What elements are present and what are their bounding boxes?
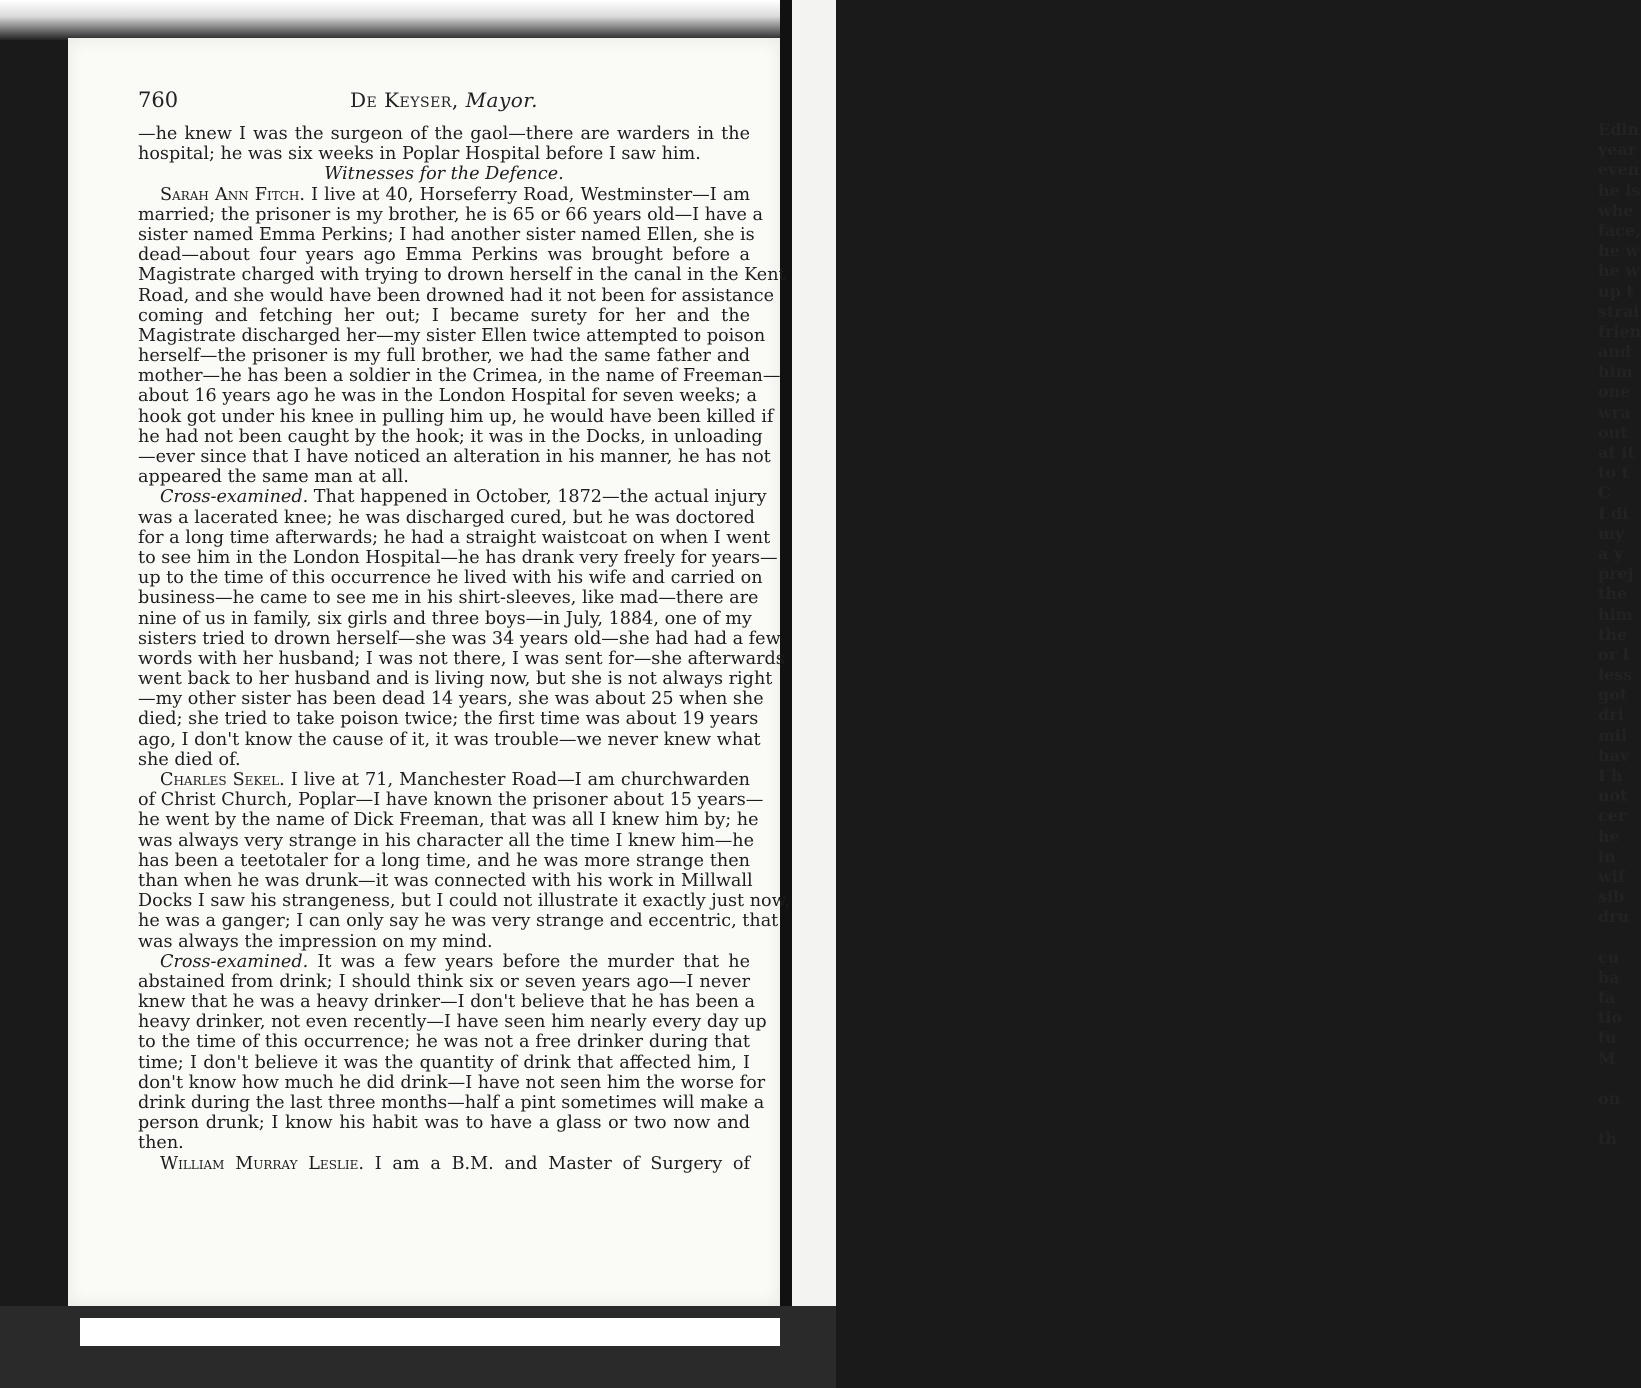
line-text: died; she tried to take poison twice; the first time was about 19 years bbox=[138, 709, 759, 730]
facing-page-fragment: wif bbox=[1598, 866, 1625, 886]
bottom-page-edge bbox=[80, 1318, 780, 1346]
facing-page-fragment: my bbox=[1598, 523, 1625, 543]
line-text: she died of. bbox=[138, 749, 241, 770]
line-text: appeared the same man at all. bbox=[138, 467, 409, 488]
examination-label: Cross-examined. bbox=[160, 487, 309, 508]
text-line bbox=[138, 830, 755, 851]
text-line bbox=[138, 527, 771, 548]
text-line bbox=[138, 628, 781, 649]
facing-page-fragment: I di bbox=[1598, 503, 1629, 523]
speaker-name: Sarah Ann Fitch. bbox=[160, 184, 305, 205]
text-line bbox=[138, 185, 750, 205]
text-line bbox=[138, 366, 781, 387]
line-text: married; the prisoner is my brother, he is 65 or 66 years old—I have a bbox=[138, 204, 763, 225]
text-line bbox=[138, 1012, 767, 1033]
text-line bbox=[138, 992, 755, 1013]
facing-page-fragment: fa bbox=[1598, 988, 1616, 1008]
facing-page-fragment: strai bbox=[1598, 301, 1640, 321]
text-line bbox=[138, 245, 750, 265]
facing-page-fragment: M bbox=[1598, 1048, 1616, 1068]
text-line bbox=[138, 547, 778, 568]
facing-page-fragment: dru bbox=[1598, 907, 1630, 927]
line-text: —my other sister has been dead 14 years, she was about 25 when she bbox=[138, 689, 764, 710]
book-gutter bbox=[780, 0, 792, 1388]
text-line bbox=[138, 568, 763, 589]
line-text: knew that he was a heavy drinker—I don't believe that he has been a bbox=[138, 992, 755, 1013]
facing-page-fragment: not bbox=[1598, 786, 1628, 806]
line-text: abstained from drink; I should think six or seven years ago—I never bbox=[138, 971, 750, 992]
text-line bbox=[138, 609, 750, 629]
text-line bbox=[138, 144, 750, 164]
speaker-name: Charles Sekel. bbox=[160, 770, 285, 790]
facing-page-fragment: wra bbox=[1598, 402, 1631, 422]
line-text: for a long time afterwards; he had a straight waistcoat on when I went bbox=[138, 527, 771, 548]
facing-page-fragment: C bbox=[1598, 483, 1611, 503]
running-head bbox=[138, 88, 750, 112]
text-line bbox=[138, 648, 785, 669]
speaker-name: William Murray Leslie. bbox=[160, 1153, 364, 1174]
facing-page-fragment: cer bbox=[1598, 806, 1627, 826]
facing-page-fragment: he bbox=[1598, 826, 1620, 846]
line-text: was always very strange in his character all the time I knew him—he bbox=[138, 830, 755, 851]
text-line bbox=[138, 1053, 750, 1073]
text-line bbox=[138, 911, 779, 932]
facing-page-fragment: th bbox=[1598, 1129, 1618, 1149]
facing-page-fragment: he w bbox=[1598, 261, 1640, 281]
line-text: —ever since that I have noticed an alteration in his manner, he has not bbox=[138, 447, 771, 467]
facing-page-fragment bbox=[1598, 1109, 1638, 1129]
facing-page-fragment: even bbox=[1598, 160, 1640, 180]
text-line bbox=[138, 891, 791, 912]
text-line bbox=[138, 810, 759, 831]
examination-label: Cross-examined. bbox=[160, 951, 309, 972]
facing-page-fragment: he w bbox=[1598, 241, 1640, 261]
text-line bbox=[138, 487, 767, 508]
line-text: I live at 40, Horseferry Road, Westminster—I am bbox=[305, 184, 751, 205]
text-line bbox=[138, 285, 775, 306]
line-text: he had not been caught by the hook; it was in the Docks, in unloading bbox=[138, 426, 763, 447]
facing-page-fragment: sib bbox=[1598, 887, 1625, 907]
line-text: then. bbox=[138, 1133, 184, 1154]
line-text: That happened in October, 1872—the actual injury bbox=[308, 487, 767, 508]
section-heading: Witnesses for the Defence. bbox=[324, 164, 564, 185]
facing-page-fragment: frien bbox=[1598, 321, 1641, 341]
line-text: business—he came to see me in his shirt-sleeves, like mad—there are bbox=[138, 588, 759, 609]
line-text: I am a B.M. and Master of Surgery of bbox=[363, 1153, 750, 1174]
facing-page-fragment: him bbox=[1598, 604, 1633, 624]
facing-page-fragment: face, bbox=[1598, 220, 1641, 240]
facing-page-fragment: tio bbox=[1598, 1008, 1623, 1028]
facing-page-fragment: year bbox=[1598, 140, 1637, 160]
line-text: he was a ganger; I can only say he was very strange and eccentric, that bbox=[138, 911, 779, 932]
line-text: coming and fetching her out; I became surety for her and the bbox=[138, 305, 750, 326]
line-text: to see him in the London Hospital—he has drank very freely for years— bbox=[138, 547, 778, 568]
facing-page-fragment: the bbox=[1598, 624, 1628, 644]
facing-page-fragment: he is bbox=[1598, 180, 1641, 200]
facing-page-fragment: hav bbox=[1598, 745, 1630, 765]
text-line bbox=[138, 204, 763, 225]
text-line bbox=[138, 224, 755, 245]
facing-page-fragment: prej bbox=[1598, 564, 1634, 584]
facing-page-fragment: at it bbox=[1598, 443, 1635, 462]
line-text: went back to her husband and is living now, but she is not always right bbox=[138, 669, 773, 690]
line-text: hook got under his knee in pulling him up, he would have been killed if bbox=[138, 406, 774, 427]
text-line bbox=[138, 870, 753, 891]
text-line bbox=[138, 1154, 750, 1174]
text-line bbox=[138, 325, 766, 346]
line-text: drink during the last three months—half a pint sometimes will make a bbox=[138, 1093, 765, 1113]
line-text: sisters tried to drown herself—she was 34 years old—she had had a few bbox=[138, 628, 781, 649]
facing-page-fragment: Edin bbox=[1598, 120, 1640, 139]
line-text: time; I don't believe it was the quantity of drink that affected him, I bbox=[138, 1052, 750, 1073]
line-text: It was a few years before the murder that he bbox=[308, 951, 750, 972]
running-head-name: De Keyser, bbox=[349, 88, 459, 112]
text-line bbox=[138, 467, 750, 487]
facing-page bbox=[792, 0, 1641, 1388]
line-text: up to the time of this occurrence he lived with his wife and carried on bbox=[138, 568, 763, 589]
facing-page-fragment: I h bbox=[1598, 766, 1623, 785]
page-number: 760 bbox=[138, 88, 179, 112]
facing-page-fragment bbox=[1598, 928, 1638, 948]
facing-page-fragment: in bbox=[1598, 846, 1616, 866]
line-text: Magistrate discharged her—my sister Ellen twice attempted to poison bbox=[138, 325, 766, 346]
text-line bbox=[138, 1032, 750, 1052]
line-text: mother—he has been a soldier in the Crimea, in the name of Freeman— bbox=[138, 366, 781, 387]
line-text: dead—about four years ago Emma Perkins was brought before a bbox=[138, 245, 750, 266]
line-text: don't know how much he did drink—I have not seen him the worse for bbox=[138, 1072, 766, 1093]
facing-page-fragment: on bbox=[1598, 1089, 1621, 1108]
text-line bbox=[138, 507, 755, 528]
body-text bbox=[138, 124, 791, 1174]
line-text: herself—the prisoner is my full brother, we had the same father and bbox=[138, 346, 750, 367]
text-line bbox=[138, 124, 750, 144]
text-line bbox=[138, 952, 750, 972]
line-text: was a lacerated knee; he was discharged cured, but he was doctored bbox=[138, 507, 755, 528]
text-line bbox=[138, 851, 750, 871]
line-text: Docks I saw his strangeness, but I could not illustrate it exactly just now, bbox=[138, 891, 791, 912]
line-text: sister named Emma Perkins; I had another sister named Ellen, she is bbox=[138, 224, 755, 245]
line-text: than when he was drunk—it was connected with his work in Millwall bbox=[138, 870, 753, 891]
text-line bbox=[138, 1133, 750, 1153]
facing-page-fragment bbox=[1598, 1069, 1638, 1089]
line-text: has been a teetotaler for a long time, and he was more strange then bbox=[138, 850, 750, 871]
facing-page-fragment: got bbox=[1598, 685, 1628, 705]
line-text: I live at 71, Manchester Road—I am churchwarden bbox=[284, 770, 750, 790]
text-line bbox=[138, 1093, 765, 1113]
text-line bbox=[138, 750, 750, 770]
text-line bbox=[138, 729, 761, 750]
scan-top-edge bbox=[0, 0, 836, 40]
page-header bbox=[138, 88, 750, 118]
text-line bbox=[138, 588, 759, 609]
facing-page-fragment: less bbox=[1598, 665, 1633, 685]
line-text: Magistrate charged with trying to drown herself in the canal in the Kent bbox=[138, 265, 786, 286]
text-line bbox=[138, 669, 773, 690]
text-line bbox=[138, 346, 750, 366]
line-text: of Christ Church, Poplar—I have known the prisoner about 15 years— bbox=[138, 790, 764, 811]
line-text: words with her husband; I was not there, I was sent for—she afterwards bbox=[138, 648, 785, 669]
text-line bbox=[138, 709, 759, 730]
text-line bbox=[138, 932, 750, 952]
text-line bbox=[138, 1072, 766, 1093]
facing-page-fragment: him bbox=[1598, 362, 1633, 382]
text-line bbox=[138, 406, 774, 427]
facing-page-fragment: dri bbox=[1598, 705, 1624, 725]
facing-page-fragment: whe bbox=[1598, 200, 1634, 220]
line-text: hospital; he was six weeks in Poplar Hospital before I saw him. bbox=[138, 144, 701, 165]
facing-page-fragment: the bbox=[1598, 584, 1628, 604]
text-line bbox=[138, 447, 771, 467]
facing-page-fragment: mil bbox=[1598, 725, 1628, 745]
facing-page-fragment: cu bbox=[1598, 947, 1620, 967]
facing-page-fragment: to t bbox=[1598, 463, 1630, 483]
text-line bbox=[138, 1113, 750, 1133]
text-line bbox=[138, 164, 750, 184]
text-line bbox=[138, 790, 764, 811]
line-text: —he knew I was the surgeon of the gaol—there are warders in the bbox=[138, 124, 750, 144]
facing-page-fragment: a y bbox=[1598, 543, 1624, 563]
facing-page-fragment: one bbox=[1598, 382, 1631, 402]
text-line bbox=[138, 386, 758, 407]
line-text: heavy drinker, not even recently—I have seen him nearly every day up bbox=[138, 1012, 767, 1033]
line-text: nine of us in family, six girls and three boys—in July, 1884, one of my bbox=[138, 608, 752, 629]
text-line bbox=[138, 972, 750, 992]
facing-page-text bbox=[1598, 120, 1641, 1150]
line-text: he went by the name of Dick Freeman, that was all I knew him by; he bbox=[138, 810, 759, 831]
line-text: about 16 years ago he was in the London Hospital for seven weeks; a bbox=[138, 386, 758, 407]
text-line bbox=[138, 265, 786, 286]
facing-page-fragment: or l bbox=[1598, 644, 1629, 664]
line-text: ago, I don't know the cause of it, it was trouble—we never knew what bbox=[138, 729, 761, 750]
text-line bbox=[138, 426, 763, 447]
line-text: person drunk; I know his habit was to have a glass or two now and bbox=[138, 1113, 750, 1134]
facing-page-fragment: out bbox=[1598, 422, 1628, 442]
facing-page-fragment: and bbox=[1598, 342, 1632, 362]
text-line bbox=[138, 770, 750, 790]
facing-page-fragment: fu bbox=[1598, 1028, 1617, 1048]
line-text: Road, and she would have been drowned had it not been for assistance bbox=[138, 285, 775, 306]
line-text: to the time of this occurrence; he was not a free drinker during that bbox=[138, 1032, 750, 1053]
text-line bbox=[138, 689, 764, 710]
facing-page-fragment: ba bbox=[1598, 967, 1620, 987]
text-line bbox=[138, 306, 750, 326]
line-text: was always the impression on my mind. bbox=[138, 931, 493, 952]
running-head-title: Mayor. bbox=[465, 88, 539, 112]
facing-page-fragment: up t bbox=[1598, 281, 1634, 301]
